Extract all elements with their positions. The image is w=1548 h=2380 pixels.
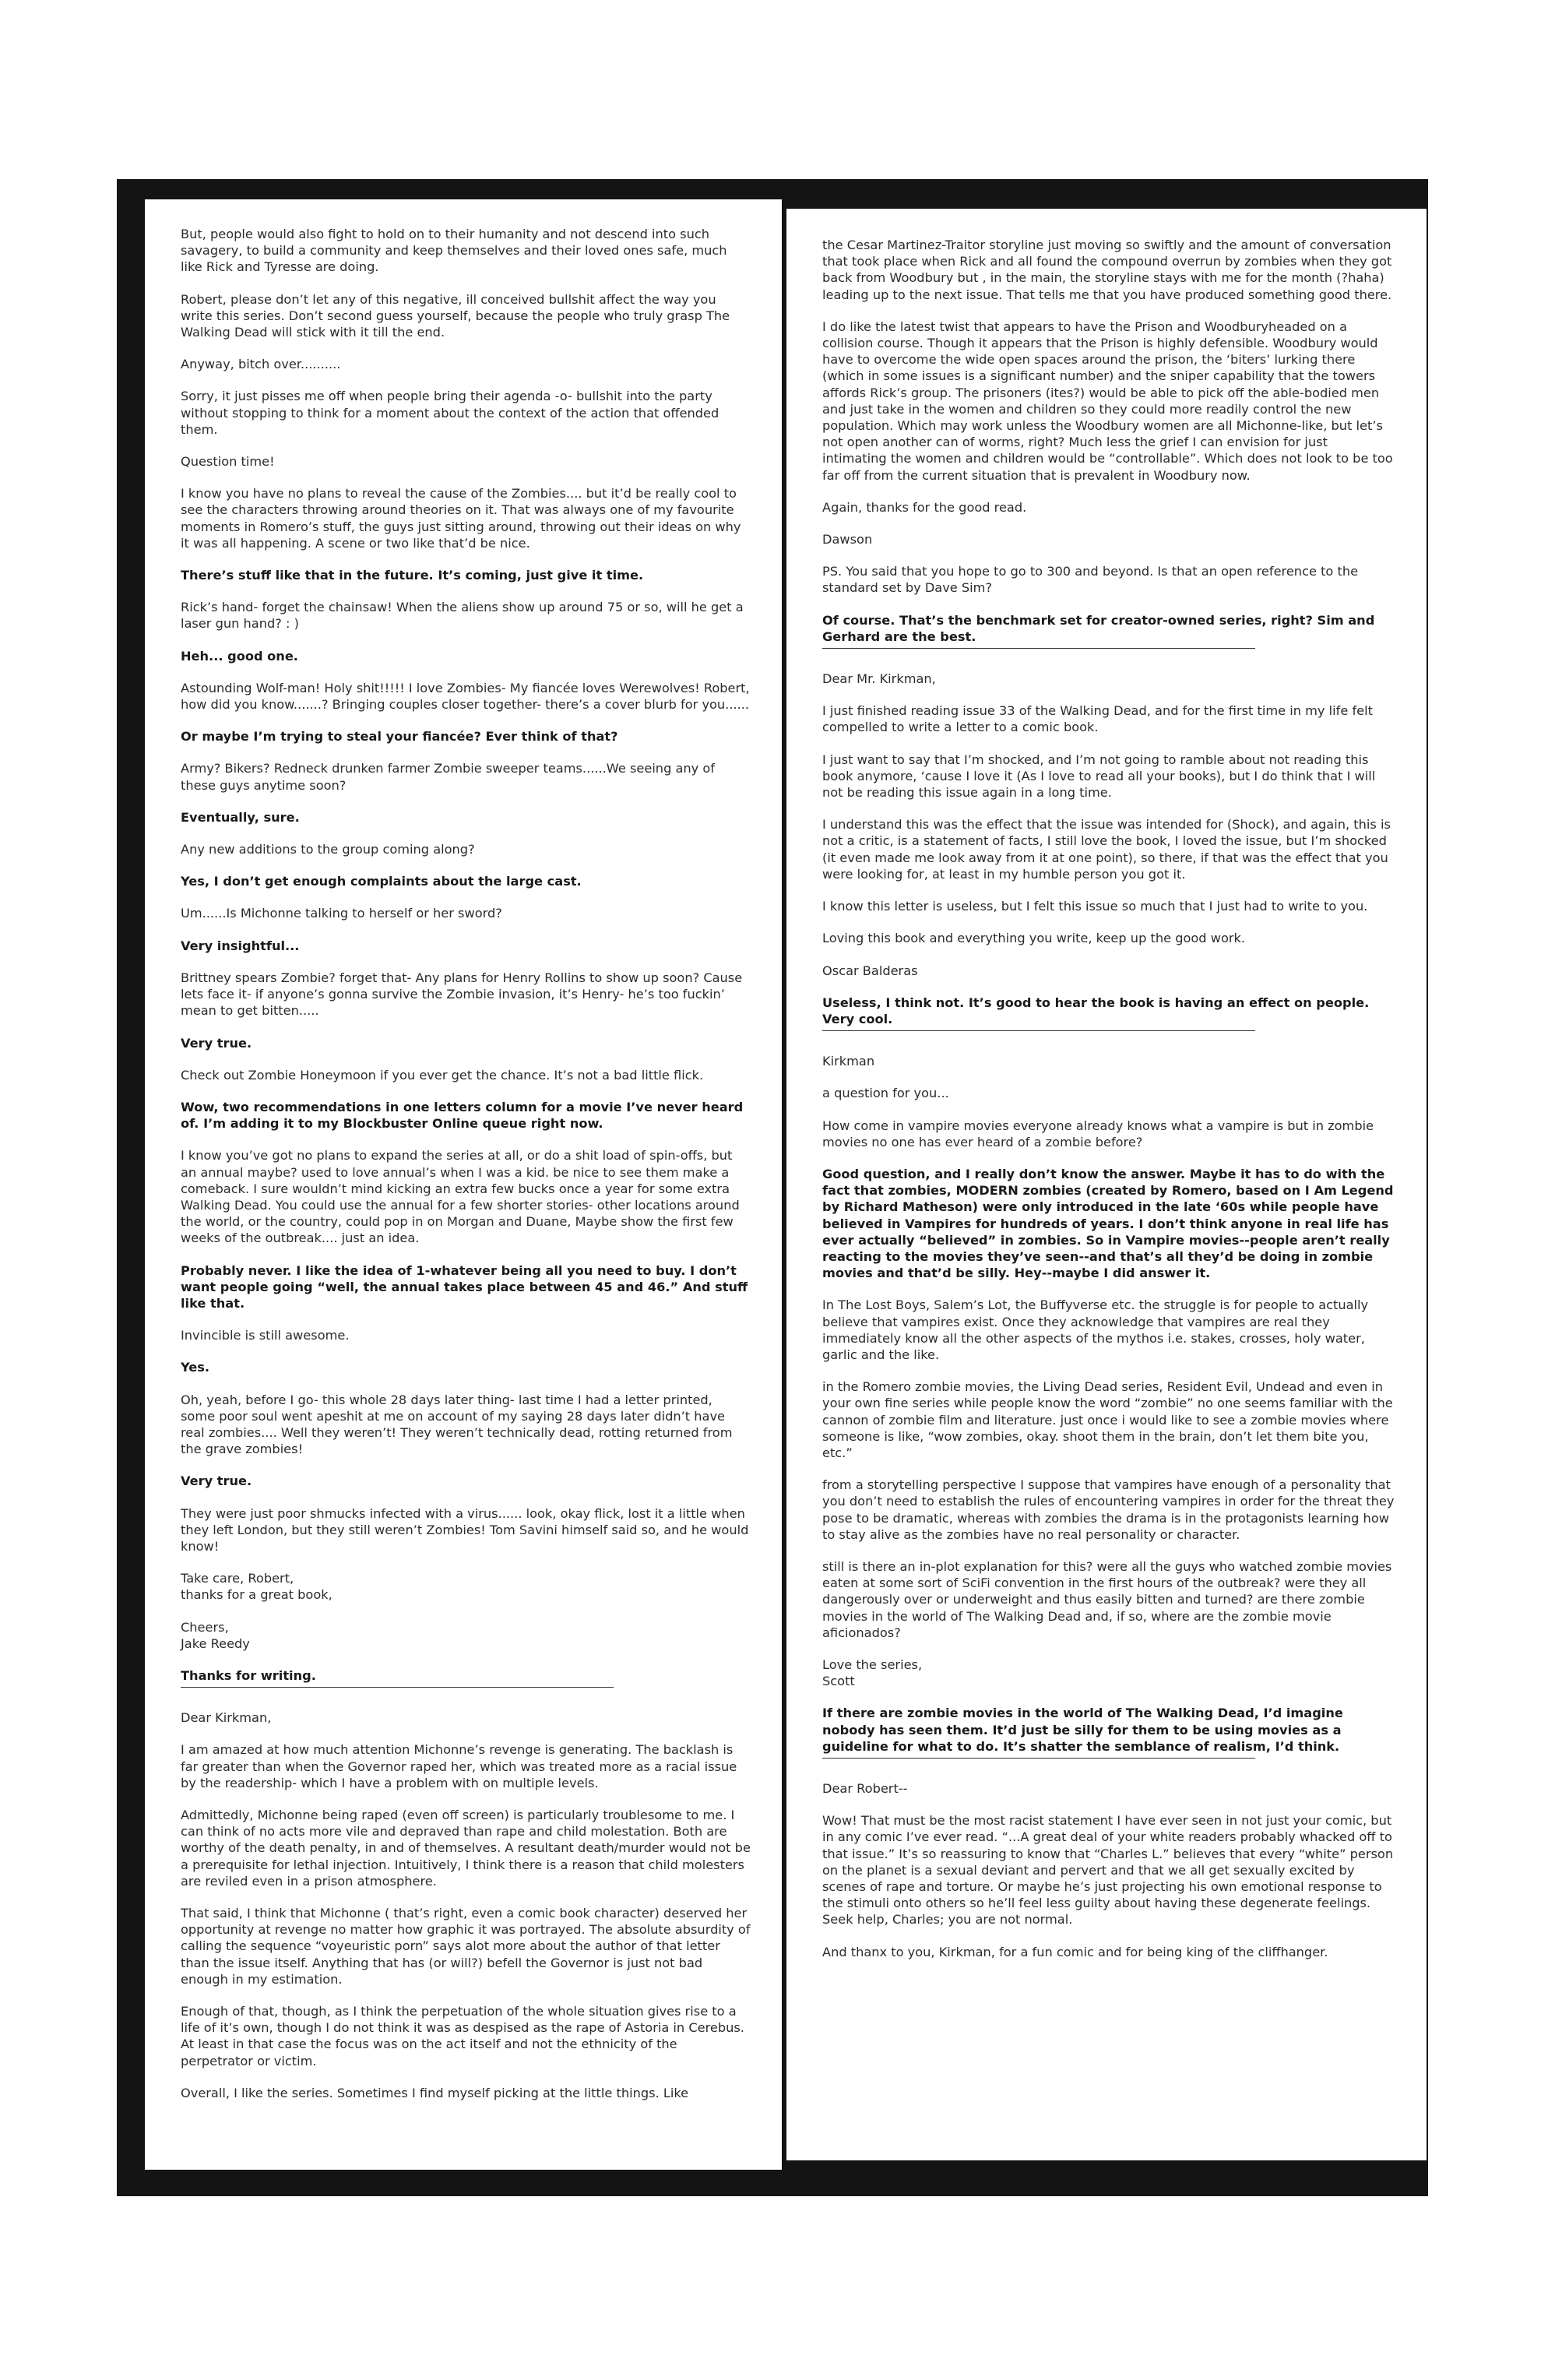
letter-paragraph: I do like the latest twist that appears to have the Prison and Woodburyheaded on a collision course. Though it appears that the Prison is highly defensible. Woodbury would have to overcome the wide open spaces around the prison, the ‘biters’ lurking there (which in some issues is a significant number) and the sniper capability that the towers affords Rick’s group. The prisoners (ites?) would be able to pick off the able-bodied men and just take in the women and children so they could more readily control the new population. Which may work unless the Woodbury women are all Michonne-like, but let’s not open another can of worms, right? Much less the grief I can envision for just intimating the women and children would be “controllable”. Which does not look to be too far off from the current situation that is prevalent in Woodbury now.	[822, 319, 1393, 483]
letter-paragraph: the Cesar Martinez-Traitor storyline just moving so swiftly and the amount of conversation that took place when Rick and all found the compound overrun by zombies when they got back from Woodbury but , in the main, the storyline stays with me for the month (?haha) leading up to the next issue. That tells me that you have produced something good there.	[822, 238, 1392, 302]
letters-column-right	[786, 209, 1427, 2160]
letter-paragraph: Admittedly, Michonne being raped (even off screen) is particularly troublesome to me. I can think of no acts more vile and depraved than rape and child molestation. Both are worthy of the death penalty, in and of themselves. A resultant death/murder would not be a prerequisite for lethal injection. Intuitively, I think there is a reason that child molesters are reviled even in a prison atmosphere.	[181, 1808, 751, 1889]
letter-paragraph: from a storytelling perspective I suppose that vampires have enough of a personality that you don’t need to establish the rules of encountering vampires in order for the threat they pose to be dramatic, whereas with zombies the drama is in the protagonists learning how to stay alive as the zombies have no real personality or character.	[822, 1477, 1395, 1542]
section-divider	[822, 1030, 1255, 1031]
letter-paragraph: I know you’ve got no plans to expand the series at all, or do a shit load of spin-offs, but an annual maybe? used to love annual’s when I was a kid. be nice to see them make a comeback. I sure wouldn’t mind kicking an extra few bucks once a year for some extra Walking Dead. You could use the annual for a few shorter stories- other locations around the world, or the country, could pop in on Morgan and Duane, Maybe show the first few weeks of the outbreak.... just an idea.	[181, 1148, 740, 1246]
letter-paragraph: I just want to say that I’m shocked, and I’m not going to ramble about not reading this book anymore, ‘cause I love it (As I love to read all your books), but I do think that I will not be reading this issue again in a long time.	[822, 752, 1376, 801]
editor-reply: Probably never. I like the idea of 1-whatever being all you need to buy. I don’t want people going “well, the annual takes place between 45 and 46.” And stuff like that.	[181, 1262, 748, 1311]
letter-paragraph: Anyway, bitch over..........	[181, 357, 341, 372]
letter-paragraph: Sorry, it just pisses me off when people bring their agenda -o- bullshit into the party without stopping to think for a moment about the context of the action that offended them.	[181, 389, 719, 437]
letter-paragraph: Check out Zombie Honeymoon if you ever get the chance. It’s not a bad little flick.	[181, 1067, 704, 1083]
letter-paragraph: I understand this was the effect that the issue was intended for (Shock), and again, this is not a critic, is a statement of facts, I still love the book, I loved the issue, but I’m shocked (it even made me look away from it at one point), so there, if that was the effect that you were looking for, at least in my humble person you got it.	[822, 817, 1391, 882]
editor-reply: Yes.	[181, 1360, 209, 1375]
letter-paragraph: And thanx to you, Kirkman, for a fun comic and for being king of the cliffhanger.	[822, 1944, 1328, 1959]
editor-reply: There’s stuff like that in the future. It’s coming, just give it time.	[181, 568, 644, 583]
letter-paragraph: They were just poor shmucks infected with a virus...... look, okay flick, lost it a little when they left London, but they still weren’t Zombies! Tom Savini himself said so, and he would know!	[181, 1505, 749, 1554]
letter-paragraph: Wow! That must be the most racist statement I have ever seen in not just your comic, but in any comic I’ve ever read. “...A great deal of your white readers probably whacked off to that issue.” It’s so reassuring to know that “Charles L.” believes that every “white” person on the planet is a sexual deviant and pervert and that we all get sexually excited by scenes of rape and torture. Or maybe he’s just projecting his own emotional response to the stimuli onto others so he’ll feel less guilty about having these degenerate feelings. Seek help, Charles; you are not normal.	[822, 1813, 1394, 1928]
letter-paragraph: Um......Is Michonne talking to herself or her sword?	[181, 906, 502, 921]
editor-reply: Very insightful...	[181, 938, 300, 953]
section-divider	[822, 1758, 1255, 1759]
letter-paragraph: Any new additions to the group coming along?	[181, 842, 475, 857]
letter-paragraph: Again, thanks for the good read.	[822, 499, 1027, 515]
letter-paragraph: I am amazed at how much attention Michonne’s revenge is generating. The backlash is far greater than when the Governor raped her, which was treated more as a racial issue by the readership- which I have a problem with on multiple levels.	[181, 1742, 737, 1790]
letter-paragraph: Dear Mr. Kirkman,	[822, 671, 936, 687]
letter-paragraph: Rick’s hand- forget the chainsaw! When the aliens show up around 75 or so, will he get a laser gun hand? : )	[181, 600, 744, 632]
letter-paragraph: I know you have no plans to reveal the cause of the Zombies.... but it’d be really cool to see the characters throwing around theories on it. That was always one of my favourite moments in Romero’s stuff, the guys just sitting around, throwing out their ideas on why it was all happening. A scene or two like that’d be nice.	[181, 486, 741, 551]
section-divider	[181, 1687, 614, 1688]
letter-paragraph: Enough of that, though, as I think the perpetuation of the whole situation gives rise to a life of it’s own, though I do not think it was as despised as the rape of Astoria in Cerebus. At least in that case the focus was on the act itself and not the ethnicity of the perpetrator or victim.	[181, 2004, 744, 2068]
editor-reply: If there are zombie movies in the world of The Walking Dead, I’d imagine nobody has seen them. It’d just be silly for them to be using movies as a guideline for what to do. It’s shatter the semblance of realism, I’d think.	[822, 1706, 1343, 1754]
letter-paragraph: Overall, I like the series. Sometimes I find myself picking at the little things. Like	[181, 2085, 689, 2100]
letter-paragraph: That said, I think that Michonne ( that’s right, even a comic book character) deserved her opportunity at revenge no matter how graphic it was portrayed. The absolute absurdity of calling the sequence “voyeuristic porn” says alot more about the author of that letter than the issue itself. Anything that has (or will?) befell the Governor is just not bad enough in my estimation.	[181, 1906, 751, 1987]
letter-paragraph: Oscar Balderas	[822, 963, 918, 978]
letter-paragraph: I just finished reading issue 33 of the Walking Dead, and for the first time in my life felt compelled to write a letter to a comic book.	[822, 703, 1373, 735]
letter-paragraph: But, people would also fight to hold on to their humanity and not descend into such savagery, to build a community and keep themselves and their loved ones safe, much like Rick and Tyresse are doing.	[181, 227, 727, 275]
letter-paragraph: Invincible is still awesome.	[181, 1328, 350, 1343]
editor-reply: Wow, two recommendations in one letters column for a movie I’ve never heard of. I’m adding it to my Blockbuster Online queue right now.	[181, 1099, 744, 1132]
letter-paragraph: Dawson	[822, 532, 873, 547]
editor-reply: Useless, I think not. It’s good to hear the book is having an effect on people. Very cool.	[822, 995, 1370, 1026]
editor-reply: Good question, and I really don’t know the answer. Maybe it has to do with the fact that zombies, MODERN zombies (created by Romero, based on I Am Legend by Richard Matheson) were only introduced in the late ‘60s while people have believed in Vampires for hundreds of years. I don’t think anyone in real life has ever actually “believed” in zombies. So in Vampire movies--people aren’t really reacting to the movies they’ve seen--and that’s all they’d be doing in zombie movies and that’d be silly. Hey--maybe I did answer it.	[822, 1166, 1394, 1281]
letter-paragraph: Brittney spears Zombie? forget that- Any plans for Henry Rollins to show up soon? Cause lets face it- if anyone’s gonna survive the Zombie invasion, it’s Henry- he’s too fuckin’ mean to get bitten.....	[181, 970, 743, 1019]
letter-paragraph: Cheers, Jake Reedy	[181, 1619, 250, 1651]
letter-paragraph: I know this letter is useless, but I felt this issue so much that I just had to write to you.	[822, 899, 1368, 914]
editor-reply: Very true.	[181, 1473, 252, 1489]
letter-paragraph: in the Romero zombie movies, the Living Dead series, Resident Evil, Undead and even in your own fine series while people know the word “zombie” no one seems familiar with the cannon of zombie film and literature. just once i would like to see a zombie movies where someone is like, “wow zombies, okay. shoot them in the brain, don’t let them bite you, etc.”	[822, 1379, 1393, 1460]
letter-paragraph: In The Lost Boys, Salem’s Lot, the Buffyverse etc. the struggle is for people to actually believe that vampires exist. Once they acknowledge that vampires are real they immediately know all the other aspects of the mythos i.e. stakes, crosses, holy water, garlic and the like.	[822, 1297, 1369, 1362]
letter-paragraph: Loving this book and everything you write, keep up the good work.	[822, 931, 1246, 946]
letter-paragraph: Dear Robert--	[822, 1781, 908, 1797]
editor-reply: Very true.	[181, 1035, 252, 1051]
letter-paragraph: Kirkman	[822, 1054, 875, 1069]
letter-paragraph: still is there an in-plot explanation for this? were all the guys who watched zombie movies eaten at some sort of SciFi convention in the first hours of the outbreak? were they all dangerously over or underweight and thus easily bitten and turned? are there zombie movies in the world of The Walking Dead and, if so, where are the zombie movie aficionados?	[822, 1558, 1392, 1640]
letter-paragraph: Oh, yeah, before I go- this whole 28 days later thing- last time I had a letter printed, some poor soul went apeshit at me on account of my saying 28 days later didn’t have real zombies.... Well they weren’t! They weren’t technically dead, rotting returned from the grave zombies!	[181, 1392, 733, 1457]
section-divider	[822, 648, 1255, 649]
letter-paragraph: a question for you...	[822, 1086, 949, 1101]
letter-paragraph: Astounding Wolf-man! Holy shit!!!!! I love Zombies- My fiancée loves Werewolves! Robert, how did you know.......? Bringing couples closer together- there’s a cover blurb for you......	[181, 680, 750, 713]
letter-paragraph: PS. You said that you hope to go to 300 and beyond. Is that an open reference to the standard set by Dave Sim?	[822, 564, 1359, 596]
editor-reply: Thanks for writing.	[181, 1667, 316, 1683]
editor-reply: Eventually, sure.	[181, 809, 300, 825]
letters-column-left	[145, 199, 782, 2170]
letter-paragraph: Army? Bikers? Redneck drunken farmer Zombie sweeper teams......We seeing any of these guys anytime soon?	[181, 761, 715, 793]
editor-reply: Of course. That’s the benchmark set for creator-owned series, right? Sim and Gerhard are the best.	[822, 612, 1375, 644]
letter-paragraph: Question time!	[181, 454, 275, 470]
editor-reply: Or maybe I’m trying to steal your fiancée? Ever think of that?	[181, 729, 618, 745]
letter-paragraph: Dear Kirkman,	[181, 1710, 272, 1726]
letter-paragraph: Love the series, Scott	[822, 1657, 923, 1689]
letter-paragraph: How come in vampire movies everyone already knows what a vampire is but in zombie movies no one has ever heard of a zombie before?	[822, 1118, 1374, 1150]
letter-paragraph: Take care, Robert, thanks for a great book,	[181, 1571, 332, 1603]
letter-paragraph: Robert, please don’t let any of this negative, ill conceived bullshit affect the way you write this series. Don’t second guess yourself, because the people who truly grasp The Walking Dead will stick with it till the end.	[181, 291, 730, 340]
editor-reply: Heh... good one.	[181, 648, 298, 664]
editor-reply: Yes, I don’t get enough complaints about the large cast.	[181, 874, 582, 889]
